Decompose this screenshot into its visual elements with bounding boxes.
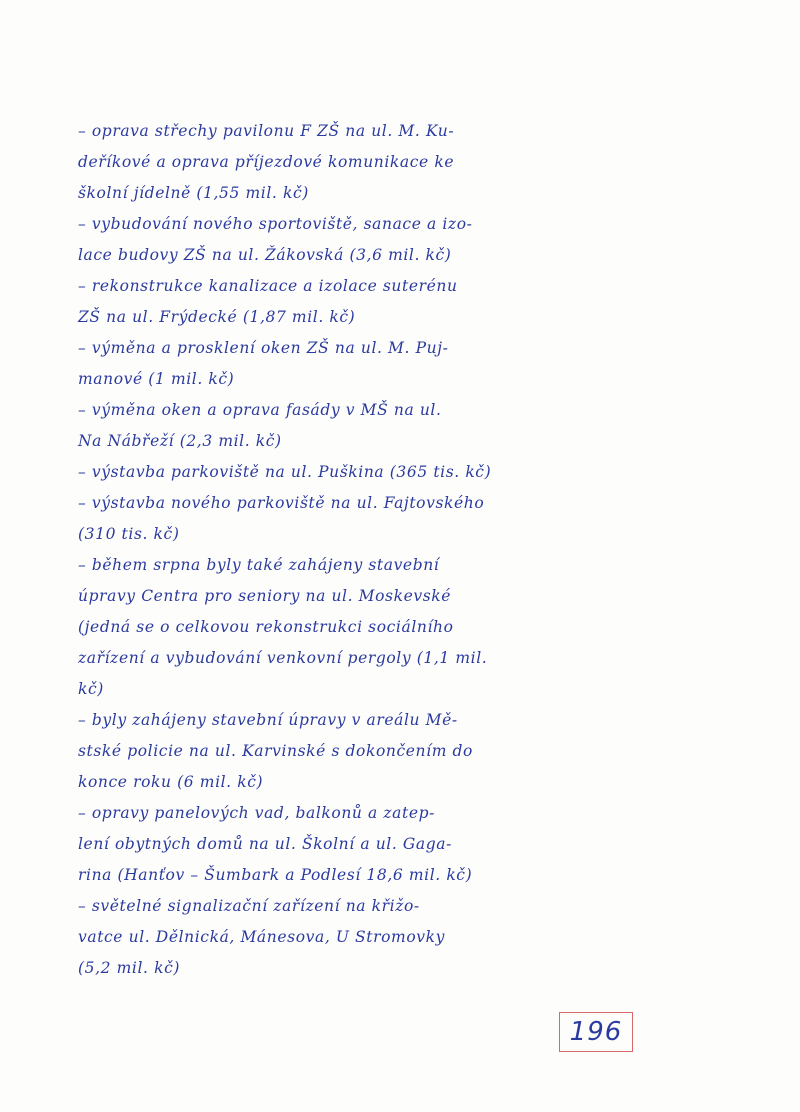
handwritten-line: – světelné signalizační zařízení na křižo- (78, 897, 420, 915)
handwritten-line: – byly zahájeny stavební úpravy v areálu Mě- (78, 711, 458, 729)
handwritten-line: – výměna oken a oprava fasády v MŠ na ul. (78, 401, 442, 419)
handwritten-line: – rekonstrukce kanalizace a izolace suterénu (78, 277, 458, 295)
handwritten-line: kč) (78, 680, 104, 698)
handwritten-line: deříkové a oprava příjezdové komunikace ke (78, 153, 455, 171)
handwritten-line: – během srpna byly také zahájeny stavební (78, 556, 440, 574)
handwritten-line: rina (Hanťov – Šumbark a Podlesí 18,6 mil. kč) (78, 866, 473, 884)
handwritten-text-block (78, 116, 548, 984)
handwritten-line: manové (1 mil. kč) (78, 370, 235, 388)
handwritten-line: školní jídelně (1,55 mil. kč) (78, 184, 309, 202)
handwritten-line: konce roku (6 mil. kč) (78, 773, 264, 791)
handwritten-line: – vybudování nového sportoviště, sanace a izo- (78, 215, 473, 233)
page-number-box (559, 1012, 633, 1052)
handwritten-line: (310 tis. kč) (78, 525, 180, 543)
handwritten-line: – opravy panelových vad, balkonů a zatep- (78, 804, 435, 822)
handwritten-line: úpravy Centra pro seniory na ul. Moskevské (78, 587, 452, 605)
handwritten-line: – výměna a prosklení oken ZŠ na ul. M. Puj- (78, 339, 449, 357)
handwritten-line: Na Nábřeží (2,3 mil. kč) (78, 432, 282, 450)
handwritten-line: lení obytných domů na ul. Školní a ul. Gaga- (78, 835, 452, 853)
handwritten-line: – výstavba parkoviště na ul. Puškina (365 tis. kč) (78, 463, 492, 481)
handwritten-line: stské policie na ul. Karvinské s dokončením do (78, 742, 473, 760)
page-number: 196 (569, 1017, 623, 1047)
handwritten-line: lace budovy ZŠ na ul. Žákovská (3,6 mil. kč) (78, 246, 452, 264)
handwritten-line: – výstavba nového parkoviště na ul. Fajtovského (78, 494, 485, 512)
handwritten-line: (jedná se o celkovou rekonstrukci sociálního (78, 618, 454, 636)
handwritten-line: ZŠ na ul. Frýdecké (1,87 mil. kč) (78, 308, 356, 326)
handwritten-line: – oprava střechy pavilonu F ZŠ na ul. M. Ku- (78, 122, 455, 140)
handwritten-line: vatce ul. Dělnická, Mánesova, U Stromovky (78, 928, 445, 946)
handwritten-line: zařízení a vybudování venkovní pergoly (1,1 mil. (78, 649, 488, 667)
handwritten-line: (5,2 mil. kč) (78, 959, 181, 977)
